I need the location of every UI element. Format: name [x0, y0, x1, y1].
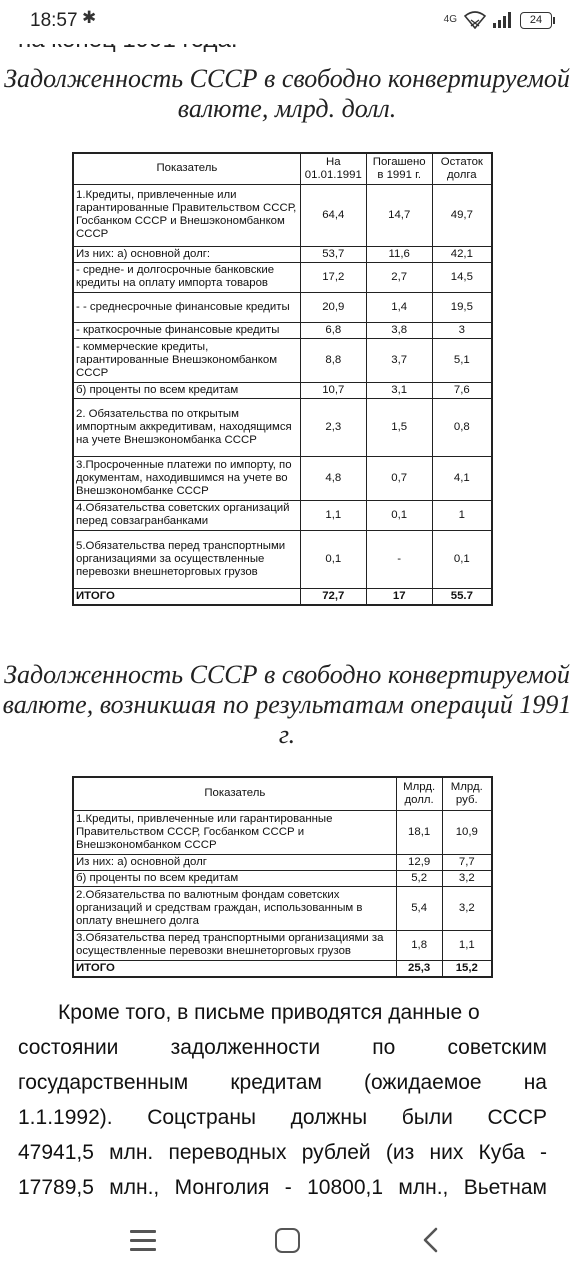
- row-value: 4,1: [432, 456, 492, 500]
- row-label: Из них: а) основной долг: [73, 854, 396, 870]
- row-value: 4,8: [300, 456, 366, 500]
- table-row: [73, 854, 492, 870]
- table-row: [73, 810, 492, 854]
- paragraph-line: состоянии задолженности по советским: [18, 1036, 547, 1059]
- table1-header: Показатель: [73, 153, 300, 184]
- table-row: [73, 292, 492, 322]
- paragraph-line: 17789,5 млн., Монголия - 10800,1 млн., Вьетнам: [18, 1176, 547, 1199]
- total-label: ИТОГО: [73, 588, 300, 605]
- row-value: 3,2: [442, 886, 492, 930]
- total-value: 15,2: [442, 960, 492, 977]
- row-value: 53,7: [300, 246, 366, 262]
- table-row: [73, 322, 492, 338]
- row-label: б) проценты по всем кредитам: [73, 870, 396, 886]
- bluetooth-icon: ✱: [82, 8, 97, 27]
- row-value: -: [366, 530, 432, 588]
- total-row: [73, 960, 492, 977]
- row-value: 0,8: [432, 398, 492, 456]
- table-row: [73, 870, 492, 886]
- row-label: - краткосрочные финансовые кредиты: [73, 322, 300, 338]
- wifi-icon: [464, 11, 486, 29]
- row-value: 1,5: [366, 398, 432, 456]
- row-value: 3,7: [366, 338, 432, 382]
- row-value: 1,8: [396, 930, 442, 960]
- table-row: [73, 500, 492, 530]
- row-value: 1,1: [300, 500, 366, 530]
- table1-header: На 01.01.1991: [300, 153, 366, 184]
- row-value: 0,1: [300, 530, 366, 588]
- row-value: 42,1: [432, 246, 492, 262]
- network-type: 4G: [443, 14, 457, 25]
- row-value: 3,8: [366, 322, 432, 338]
- debt-table-1: [72, 152, 493, 606]
- row-label: 1.Кредиты, привлеченные или гарантированные Правительством СССР, Госбанком СССР и Внешэкономбанком СССР: [73, 810, 396, 854]
- row-label: 1.Кредиты, привлеченные или гарантированные Правительством СССР, Госбанком СССР и Внешэкономбанком СССР: [73, 184, 300, 246]
- table1-title: Задолженность СССР в свободно конвертируемой валюте, млрд. долл.: [4, 64, 570, 123]
- row-label: 5.Обязательства перед транспортными организациями за осуществленные перевозки внешнеторговых грузов: [73, 530, 300, 588]
- row-value: 11,6: [366, 246, 432, 262]
- status-bar: [0, 0, 574, 44]
- signal-icon: [493, 12, 513, 28]
- row-value: 3: [432, 322, 492, 338]
- row-value: 10,7: [300, 382, 366, 398]
- row-value: 1,1: [442, 930, 492, 960]
- table1-header: Остаток долга: [432, 153, 492, 184]
- recent-apps-icon[interactable]: [130, 1228, 156, 1252]
- row-value: 1: [432, 500, 492, 530]
- row-label: 2.Обязательства по валютным фондам советских организаций и средствам граждан, использованным в оплату внешнего долга: [73, 886, 396, 930]
- row-label: - - среднесрочные финансовые кредиты: [73, 292, 300, 322]
- total-value: 72,7: [300, 588, 366, 605]
- battery-icon: 24: [520, 12, 552, 29]
- table-row: [73, 530, 492, 588]
- row-label: 3.Просроченные платежи по импорту, по документам, находившимся на учете во Внешэкономбанке СССР: [73, 456, 300, 500]
- row-label: 3.Обязательства перед транспортными организациями за осуществленные перевозки внешнеторговых грузов: [73, 930, 396, 960]
- row-value: 5,2: [396, 870, 442, 886]
- status-time: 18:57: [30, 10, 78, 31]
- row-value: 2,7: [366, 262, 432, 292]
- table2-title: Задолженность СССР в свободно конвертируемой валюте, возникшая по результатам операций 1991 г.: [2, 660, 572, 749]
- row-label: б) проценты по всем кредитам: [73, 382, 300, 398]
- row-value: 7,7: [442, 854, 492, 870]
- total-value: 25,3: [396, 960, 442, 977]
- debt-table-2: [72, 776, 493, 978]
- table-row: [73, 246, 492, 262]
- row-label: - средне- и долгосрочные банковские кредиты на оплату импорта товаров: [73, 262, 300, 292]
- row-label: 2. Обязательства по открытым импортным аккредитивам, находящимся на учете Внешэкономбанка СССР: [73, 398, 300, 456]
- row-value: 20,9: [300, 292, 366, 322]
- paragraph-line: государственным кредитам (ожидаемое на: [18, 1071, 547, 1094]
- table-row: [73, 930, 492, 960]
- row-value: 6,8: [300, 322, 366, 338]
- row-value: 0,7: [366, 456, 432, 500]
- row-value: 14,7: [366, 184, 432, 246]
- row-value: 3,1: [366, 382, 432, 398]
- total-value: 17: [366, 588, 432, 605]
- row-label: - коммерческие кредиты, гарантированные Внешэкономбанком СССР: [73, 338, 300, 382]
- row-value: 5,1: [432, 338, 492, 382]
- home-icon[interactable]: [275, 1228, 300, 1253]
- table-row: [73, 382, 492, 398]
- row-value: 64,4: [300, 184, 366, 246]
- row-value: 17,2: [300, 262, 366, 292]
- row-label: 4.Обязательства советских организаций перед совзагранбанками: [73, 500, 300, 530]
- paragraph-line: 1.1.1992). Соцстраны должны были СССР: [18, 1106, 547, 1129]
- row-value: 5,4: [396, 886, 442, 930]
- table-row: [73, 262, 492, 292]
- row-value: 10,9: [442, 810, 492, 854]
- total-value: 55.7: [432, 588, 492, 605]
- row-value: 7,6: [432, 382, 492, 398]
- table2-header: Млрд. руб.: [442, 777, 492, 810]
- body-paragraph: [18, 995, 547, 1205]
- row-value: 0,1: [432, 530, 492, 588]
- row-value: 1,4: [366, 292, 432, 322]
- row-value: 3,2: [442, 870, 492, 886]
- table1-header: Погашено в 1991 г.: [366, 153, 432, 184]
- total-row: [73, 588, 492, 605]
- table-row: [73, 398, 492, 456]
- table-row: [73, 886, 492, 930]
- paragraph-line: Кроме того, в письме приводятся данные о: [58, 1001, 480, 1024]
- table2-header: Показатель: [73, 777, 396, 810]
- navigation-bar: [0, 1206, 574, 1280]
- back-icon[interactable]: [420, 1227, 442, 1253]
- row-value: 49,7: [432, 184, 492, 246]
- row-value: 12,9: [396, 854, 442, 870]
- table2-header: Млрд. долл.: [396, 777, 442, 810]
- table-row: [73, 184, 492, 246]
- table-row: [73, 456, 492, 500]
- row-value: 8,8: [300, 338, 366, 382]
- row-label: Из них: а) основной долг:: [73, 246, 300, 262]
- table-row: [73, 338, 492, 382]
- row-value: 19,5: [432, 292, 492, 322]
- total-label: ИТОГО: [73, 960, 396, 977]
- row-value: 18,1: [396, 810, 442, 854]
- row-value: 2,3: [300, 398, 366, 456]
- row-value: 14,5: [432, 262, 492, 292]
- paragraph-line: 47941,5 млн. переводных рублей (из них Куба -: [18, 1141, 547, 1164]
- row-value: 0,1: [366, 500, 432, 530]
